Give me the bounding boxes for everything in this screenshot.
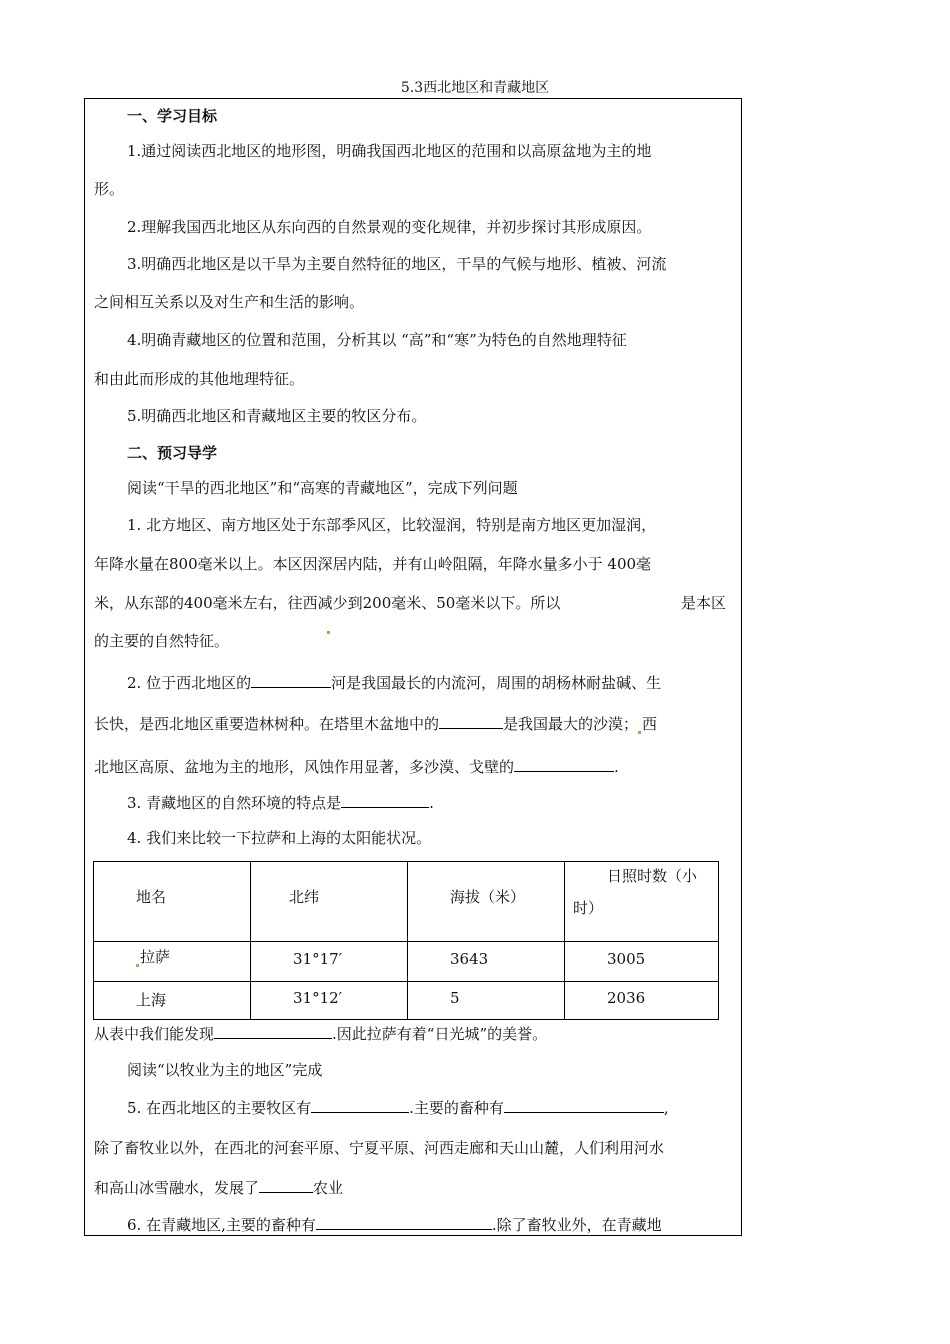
cell-sunshine: 2036 [607,989,646,1007]
answer-blank-livestock[interactable] [504,1098,664,1113]
answer-blank-river[interactable] [251,673,331,688]
goal-1-line-2: 形。 [94,180,125,198]
answer-blank-landform[interactable] [514,757,614,772]
goal-3-line-1: 3.明确西北地区是以干旱为主要自然特征的地区，干旱的气候与地形、植被、河流 [127,255,667,273]
header-altitude: 海拔（米） [450,888,526,906]
table-cell [251,982,408,1020]
table-cell [565,942,719,982]
question-6-text-b: .除了畜牧业外，在青藏地 [491,1216,662,1234]
question-6-text-a: 6. 在青藏地区,主要的畜种有 [127,1216,316,1234]
cell-latitude: 31°17′ [293,950,343,968]
question-2-text-b: 河是我国最长的内流河，周围的胡杨林耐盐碱、生 [331,674,662,692]
table-cell [94,942,251,982]
preview-intro: 阅读“干旱的西北地区”和“高寒的青藏地区”，完成下列问题 [127,479,518,497]
question-2-text-g: . [614,758,619,776]
cell-place-text: 拉萨 [140,948,171,966]
table-header-cell [565,862,719,942]
table-cell [94,982,251,1020]
stray-mark-3 [136,964,139,967]
conclusion-text-a: 从表中我们能发现 [94,1025,215,1043]
goal-3-line-2: 之间相互关系以及对生产和生活的影响。 [94,293,365,311]
question-2-text-f: 北地区高原、盆地为主的地形，风蚀作用显著，多沙漠、戈壁的 [94,758,515,776]
question-1-line-1: 1. 北方地区、南方地区处于东部季风区，比较湿润，特别是南方地区更加湿润， [127,516,657,534]
question-3 [127,793,434,813]
table-cell [408,982,565,1020]
question-5-text-b: .主要的畜种有 [409,1099,504,1117]
answer-blank-desert[interactable] [439,714,503,729]
answer-blank-tibet-livestock[interactable] [316,1215,492,1230]
table-cell [251,942,408,982]
question-3-text: 3. 青藏地区的自然环境的特点是 [127,794,342,812]
table-header-cell [251,862,408,942]
conclusion-text-b: .因此拉萨有着“日光城”的美誉。 [332,1025,548,1043]
cell-sunshine: 3005 [607,950,646,968]
header-sunshine-b: 时） [573,899,604,917]
question-6-line-1 [127,1215,662,1235]
question-3-end: . [429,794,434,812]
question-5-line-2: 除了畜牧业以外，在西北的河套平原、宁夏平原、河西走廊和天山山麓，人们利用河水 [94,1139,665,1157]
answer-blank-pastoral-area[interactable] [311,1098,409,1113]
question-5-text-e: 农业 [313,1179,344,1197]
table-conclusion [94,1024,547,1044]
question-1-line-4: 的主要的自然特征。 [94,632,230,650]
question-5-line-1 [127,1098,669,1118]
table-header-cell [94,862,251,942]
cell-latitude: 31°12′ [293,989,343,1007]
goal-2: 2.理解我国西北地区从东向西的自然景观的变化规律，并初步探讨其形成原因。 [127,218,652,236]
answer-blank-finding[interactable] [214,1024,332,1039]
table-row [94,982,719,1020]
goal-1-line-1: 1.通过阅读西北地区的地形图，明确我国西北地区的范围和以高原盆地为主的地 [127,142,652,160]
cell-altitude: 5 [450,989,460,1007]
page-title: 5.3西北地区和青藏地区 [400,80,550,96]
table-header-cell [408,862,565,942]
goal-5: 5.明确西北地区和青藏地区主要的牧区分布。 [127,407,427,425]
section-heading-preview: 二、预习导学 [127,444,218,462]
question-1-line-2: 年降水量在800毫米以上。本区因深居内陆，并有山岭阻隔，年降水量多小于 400毫 [94,555,652,573]
answer-blank-environment[interactable] [341,793,429,808]
table-cell [408,942,565,982]
question-2-text-d: 是我国最大的沙漠； [503,715,639,733]
pastoral-intro: 阅读“以牧业为主的地区”完成 [127,1061,323,1079]
question-1-line-3-end: 是本区 [681,594,727,612]
stray-mark [327,631,330,634]
section-heading-goals: 一、学习目标 [127,107,218,125]
question-2-line-2 [94,714,657,734]
question-2-line-1 [127,673,661,693]
question-5-text-a: 5. 在西北地区的主要牧区有 [127,1099,312,1117]
table-row [94,942,719,982]
answer-blank-agriculture[interactable] [259,1178,313,1193]
header-latitude: 北纬 [289,888,320,906]
question-5-text-c: , [663,1099,669,1117]
cell-place: 上海 [136,991,167,1009]
question-4: 4. 我们来比较一下拉萨和上海的太阳能状况。 [127,829,432,847]
question-1-line-3: 米，从东部的400毫米左右，往西减少到200毫米、50毫米以下。所以 [94,594,561,612]
solar-comparison-table [93,861,719,1020]
question-5-line-3 [94,1178,343,1198]
stray-mark-2 [638,731,641,734]
cell-altitude: 3643 [450,950,489,968]
question-2-line-3 [94,757,619,777]
question-2-text-a: 2. 位于西北地区的 [127,674,252,692]
table-cell [565,982,719,1020]
question-2-text-e: 西 [642,715,658,733]
cell-place [94,942,250,967]
goal-4-line-1: 4.明确青藏地区的位置和范围，分析其以 “高”和“寒”为特色的自然地理特征 [127,331,627,349]
question-5-text-d: 和高山冰雪融水，发展了 [94,1179,260,1197]
header-sunshine-a: 日照时数（小 [607,867,698,885]
header-place: 地名 [136,888,167,906]
question-2-text-c: 长快，是西北地区重要造林树种。在塔里木盆地中的 [94,715,440,733]
goal-4-line-2: 和由此而形成的其他地理特征。 [94,370,305,388]
table-header-row [94,862,719,942]
